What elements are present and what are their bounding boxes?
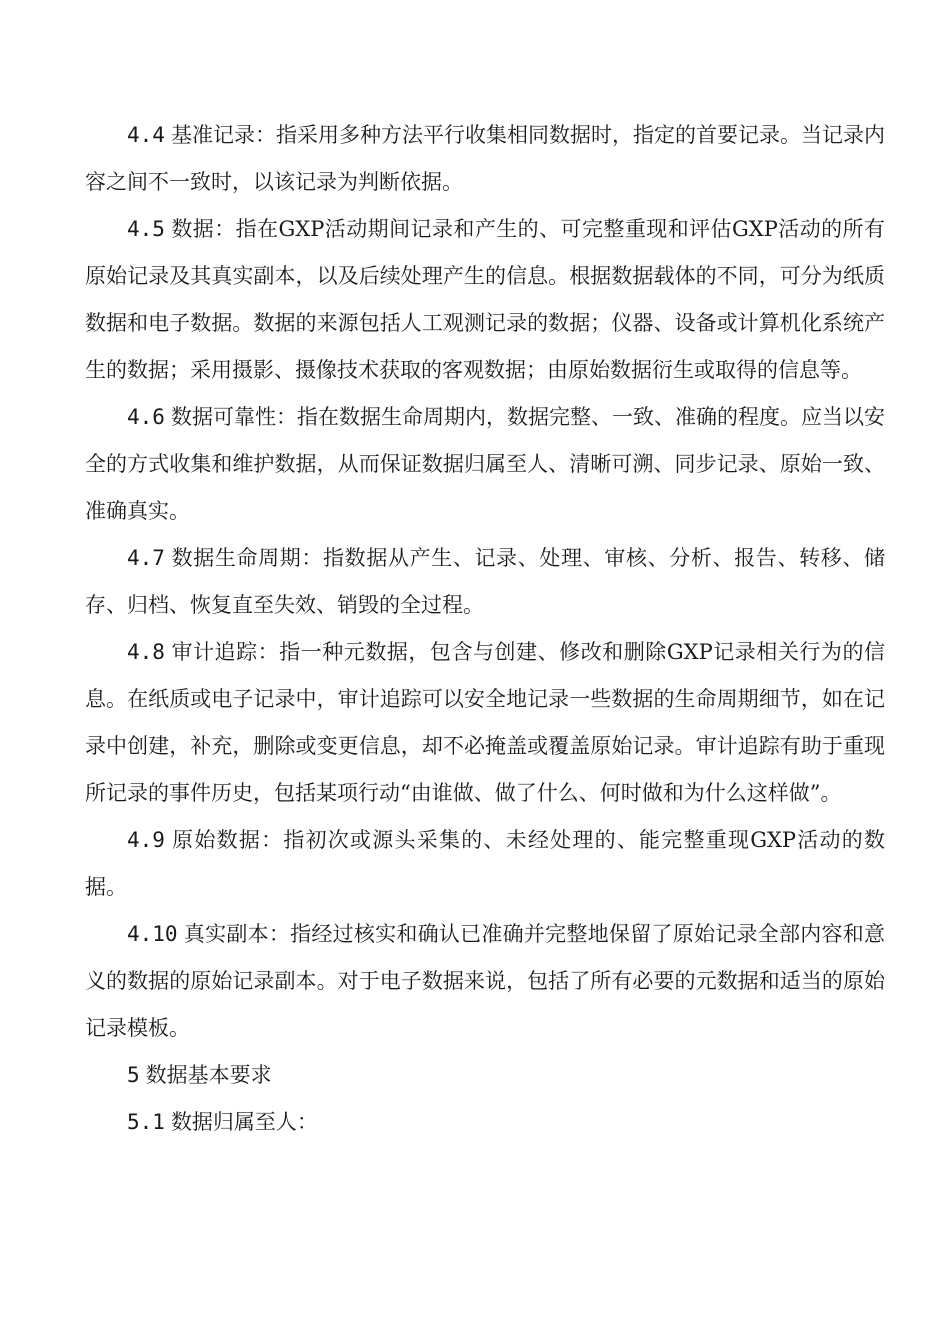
section-4-9 [85,817,885,911]
section-text: 数据：指在GXP活动期间记录和产生的、可完整重现和评估GXP活动的所有原始记录及其真实副本，以及后续处理产生的信息。根据数据载体的不同，可分为纸质数据和电子数据。数据的来源包括人工观测记录的数据；仪器、设备或计算机化系统产生的数据；采用摄影、摄像技术获取的客观数据；由原始数据衍生或取得的信息等。 [85,217,885,382]
section-4-5 [85,206,885,394]
section-text: 基准记录：指采用多种方法平行收集相同数据时，指定的首要记录。当记录内容之间不一致时，以该记录为判断依据。 [85,123,885,194]
section-number: 5.1 [127,1110,165,1134]
section-number: 4.10 [127,922,178,946]
section-text: 原始数据：指初次或源头采集的、未经处理的、能完整重现GXP活动的数据。 [85,828,885,899]
section-4-6 [85,394,885,535]
section-4-4 [85,112,885,206]
section-number: 4.4 [127,123,165,147]
section-5-heading [85,1052,885,1099]
section-4-10 [85,911,885,1052]
section-number: 5 [127,1063,140,1087]
document-page [85,112,885,1146]
section-5-1 [85,1099,885,1146]
section-number: 4.5 [127,217,165,241]
section-text: 数据可靠性：指在数据生命周期内，数据完整、一致、准确的程度。应当以安全的方式收集和维护数据，从而保证数据归属至人、清晰可溯、同步记录、原始一致、准确真实。 [85,405,885,523]
section-text: 数据归属至人： [170,1110,318,1134]
section-number: 4.6 [127,405,165,429]
section-text: 数据基本要求 [145,1063,272,1087]
section-number: 4.9 [127,828,165,852]
section-4-8 [85,629,885,817]
section-4-7 [85,535,885,629]
section-text: 数据生命周期：指数据从产生、记录、处理、审核、分析、报告、转移、储存、归档、恢复直至失效、销毁的全过程。 [85,546,885,617]
section-text: 真实副本：指经过核实和确认已准确并完整地保留了原始记录全部内容和意义的数据的原始记录副本。对于电子数据来说，包括了所有必要的元数据和适当的原始记录模板。 [85,922,885,1040]
section-number: 4.8 [127,640,165,664]
section-text: 审计追踪：指一种元数据，包含与创建、修改和删除GXP记录相关行为的信息。在纸质或电子记录中，审计追踪可以安全地记录一些数据的生命周期细节，如在记录中创建，补充，删除或变更信息，却不必掩盖或覆盖原始记录。审计追踪有助于重现所记录的事件历史，包括某项行动“由谁做、做了什么、何时做和为什么这样做”。 [85,640,885,805]
section-number: 4.7 [127,546,165,570]
